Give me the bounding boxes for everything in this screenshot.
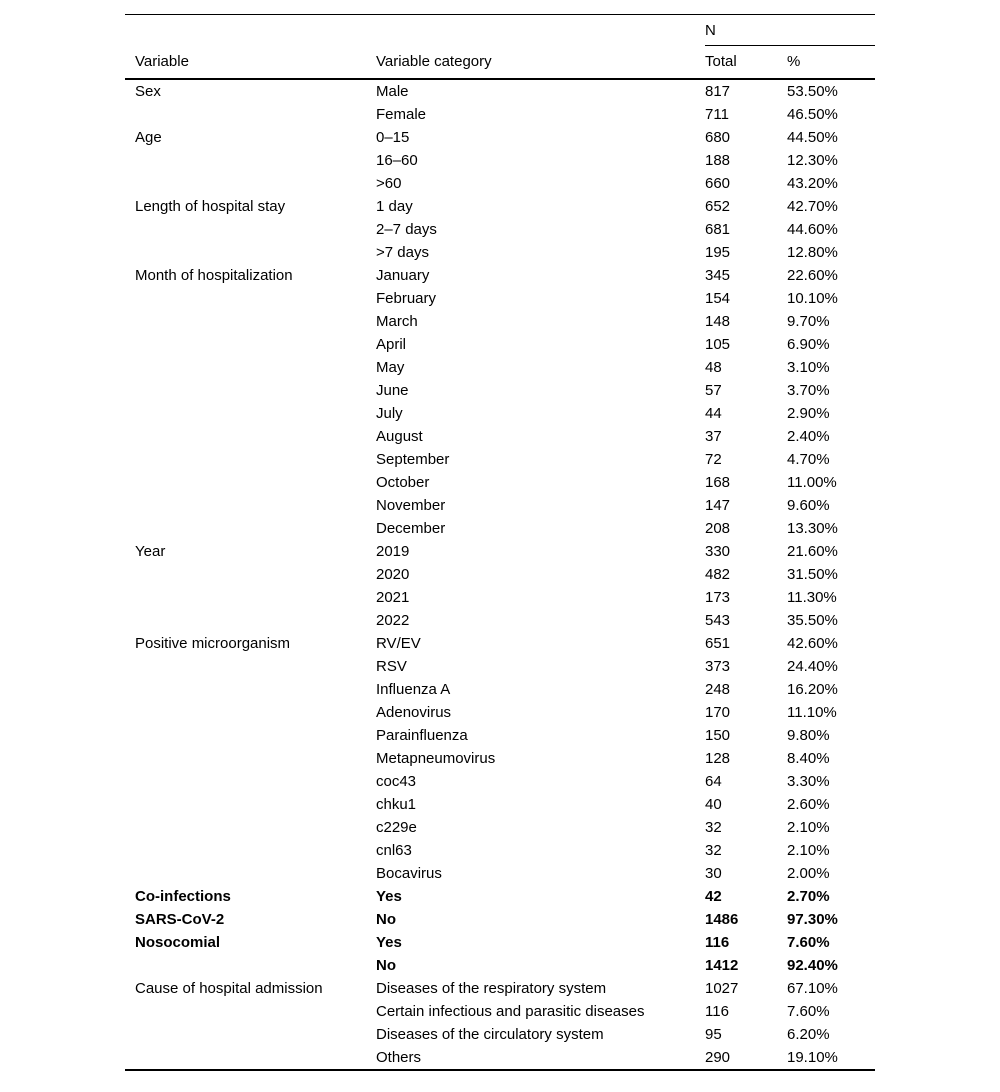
cell-pct: 35.50% — [787, 611, 838, 629]
table-row — [125, 195, 875, 218]
table-body — [125, 79, 875, 1070]
cell-category: December — [376, 519, 446, 537]
cell-variable — [125, 218, 376, 241]
cell-category: January — [376, 266, 430, 284]
cell-category: February — [376, 289, 437, 307]
cell-category: 2021 — [376, 588, 410, 606]
cell-variable — [125, 563, 376, 586]
cell-pct: 67.10% — [787, 979, 838, 997]
cell-variable — [125, 425, 376, 448]
cell-category: Certain infectious and parasitic diseases — [376, 1002, 645, 1020]
cell-variable: Cause of hospital admission — [135, 979, 323, 997]
cell-total: 105 — [705, 335, 731, 353]
table-row — [125, 425, 875, 448]
table-row — [125, 839, 875, 862]
cell-variable: Co-infections — [135, 887, 231, 905]
cell-total: 37 — [705, 427, 722, 445]
cell-pct: 46.50% — [787, 105, 838, 123]
cell-pct: 11.00% — [787, 473, 837, 491]
cell-category: May — [376, 358, 405, 376]
cell-category: Male — [376, 82, 409, 100]
cell-category: 16–60 — [376, 151, 418, 169]
cell-pct: 6.90% — [787, 335, 830, 353]
table-row — [125, 701, 875, 724]
cell-variable — [125, 517, 376, 540]
cell-total: 543 — [705, 611, 731, 629]
table-row — [125, 264, 875, 287]
cell-category: Yes — [376, 887, 402, 905]
cell-category: November — [376, 496, 446, 514]
cell-category: c229e — [376, 818, 417, 836]
cell-pct: 13.30% — [787, 519, 838, 537]
cell-category: September — [376, 450, 450, 468]
cell-variable — [125, 724, 376, 747]
cell-category: March — [376, 312, 418, 330]
cell-category: Yes — [376, 933, 402, 951]
cell-total: 116 — [705, 1002, 729, 1020]
table-row — [125, 816, 875, 839]
cell-pct: 42.70% — [787, 197, 838, 215]
header-spacer-variable — [125, 15, 376, 46]
cell-variable: Sex — [135, 82, 161, 100]
cell-category: coc43 — [376, 772, 417, 790]
cell-variable — [125, 1000, 376, 1023]
cell-variable — [125, 747, 376, 770]
cell-total: 48 — [705, 358, 722, 376]
cell-variable — [125, 678, 376, 701]
cell-variable: Age — [135, 128, 162, 146]
table-row — [125, 1023, 875, 1046]
cell-variable — [125, 586, 376, 609]
cell-category: No — [376, 956, 396, 974]
cell-category: June — [376, 381, 409, 399]
cell-category: Diseases of the circulatory system — [376, 1025, 604, 1043]
cell-total: 148 — [705, 312, 731, 330]
cell-category: October — [376, 473, 430, 491]
cell-pct: 3.10% — [787, 358, 830, 376]
cell-category: 1 day — [376, 197, 413, 215]
cell-variable — [125, 103, 376, 126]
cell-pct: 12.80% — [787, 243, 838, 261]
cell-variable: SARS-CoV-2 — [135, 910, 225, 928]
cell-category: 2020 — [376, 565, 410, 583]
cell-total: 817 — [705, 82, 731, 100]
cell-pct: 10.10% — [787, 289, 838, 307]
table-row — [125, 402, 875, 425]
cell-total: 188 — [705, 151, 731, 169]
cell-category: Influenza A — [376, 680, 451, 698]
cell-pct: 92.40% — [787, 956, 838, 974]
table-row — [125, 517, 875, 540]
cell-total: 57 — [705, 381, 722, 399]
table-row — [125, 218, 875, 241]
cell-total: 290 — [705, 1048, 731, 1066]
cell-total: 95 — [705, 1025, 722, 1043]
cell-total: 482 — [705, 565, 731, 583]
cell-total: 128 — [705, 749, 731, 767]
cell-total: 116 — [705, 933, 730, 951]
cell-pct: 53.50% — [787, 82, 838, 100]
cell-pct: 24.40% — [787, 657, 838, 675]
table-row — [125, 471, 875, 494]
table-row — [125, 678, 875, 701]
cell-category: 2–7 days — [376, 220, 437, 238]
column-header-total: Total — [705, 46, 787, 79]
cell-pct: 31.50% — [787, 565, 838, 583]
cell-pct: 19.10% — [787, 1048, 838, 1066]
cell-variable: Positive microorganism — [135, 634, 291, 652]
cell-total: 150 — [705, 726, 731, 744]
header-row-columns — [125, 46, 875, 79]
cell-total: 170 — [705, 703, 731, 721]
cell-category: chku1 — [376, 795, 417, 813]
cell-total: 42 — [705, 887, 722, 905]
cell-pct: 4.70% — [787, 450, 830, 468]
table-row — [125, 241, 875, 264]
cell-variable — [125, 149, 376, 172]
table-row — [125, 586, 875, 609]
cell-variable — [125, 954, 376, 977]
cell-pct: 42.60% — [787, 634, 838, 652]
cell-total: 1027 — [705, 979, 739, 997]
table-row — [125, 655, 875, 678]
cell-category: Parainfluenza — [376, 726, 468, 744]
cell-total: 72 — [705, 450, 722, 468]
table-row — [125, 310, 875, 333]
cell-pct: 7.60% — [787, 933, 830, 951]
cell-total: 681 — [705, 220, 731, 238]
cell-total: 32 — [705, 818, 722, 836]
table-row — [125, 79, 875, 103]
cell-category: Bocavirus — [376, 864, 442, 882]
table-row — [125, 172, 875, 195]
table-row — [125, 1046, 875, 1070]
table-row — [125, 448, 875, 471]
cell-category: RV/EV — [376, 634, 421, 652]
table-row — [125, 977, 875, 1000]
cell-total: 652 — [705, 197, 731, 215]
cell-variable — [125, 1046, 376, 1070]
cell-total: 154 — [705, 289, 731, 307]
table-row — [125, 885, 875, 908]
cell-total: 651 — [705, 634, 731, 652]
cell-variable — [125, 609, 376, 632]
table-row — [125, 793, 875, 816]
cell-pct: 2.10% — [787, 841, 830, 859]
cell-pct: 2.60% — [787, 795, 830, 813]
table-row — [125, 908, 875, 931]
cell-total: 40 — [705, 795, 722, 813]
cell-total: 1412 — [705, 956, 739, 974]
table-row — [125, 126, 875, 149]
cell-pct: 22.60% — [787, 266, 838, 284]
cell-pct: 21.60% — [787, 542, 838, 560]
cell-total: 64 — [705, 772, 722, 790]
header-row-n — [125, 15, 875, 46]
cell-category: cnl63 — [376, 841, 412, 859]
table-row — [125, 103, 875, 126]
cell-total: 330 — [705, 542, 731, 560]
cell-category: >7 days — [376, 243, 429, 261]
cell-variable — [125, 862, 376, 885]
cell-category: RSV — [376, 657, 407, 675]
cell-pct: 9.80% — [787, 726, 830, 744]
table-row — [125, 356, 875, 379]
cell-pct: 12.30% — [787, 151, 838, 169]
cell-pct: 11.10% — [787, 703, 837, 721]
cell-variable — [125, 655, 376, 678]
table-row — [125, 287, 875, 310]
cell-variable — [125, 793, 376, 816]
header-spacer-category — [376, 15, 705, 46]
table-row — [125, 1000, 875, 1023]
cell-pct: 8.40% — [787, 749, 830, 767]
cell-pct: 2.00% — [787, 864, 830, 882]
table-row — [125, 540, 875, 563]
table-row — [125, 862, 875, 885]
cell-category: Metapneumovirus — [376, 749, 496, 767]
cell-variable: Length of hospital stay — [135, 197, 286, 215]
cell-variable — [125, 471, 376, 494]
table-header — [125, 15, 875, 79]
cell-variable — [125, 839, 376, 862]
cell-variable — [125, 701, 376, 724]
cell-variable: Month of hospitalization — [135, 266, 293, 284]
table-row — [125, 724, 875, 747]
cell-total: 680 — [705, 128, 731, 146]
cell-total: 195 — [705, 243, 731, 261]
cell-pct: 7.60% — [787, 1002, 830, 1020]
cell-total: 30 — [705, 864, 722, 882]
cell-variable — [125, 816, 376, 839]
cell-variable — [125, 241, 376, 264]
cell-total: 660 — [705, 174, 731, 192]
cell-category: April — [376, 335, 407, 353]
cell-pct: 44.50% — [787, 128, 838, 146]
cell-total: 32 — [705, 841, 722, 859]
table-row — [125, 747, 875, 770]
cell-variable — [125, 770, 376, 793]
cell-pct: 3.70% — [787, 381, 830, 399]
cell-pct: 2.10% — [787, 818, 830, 836]
table-row — [125, 563, 875, 586]
cell-total: 711 — [705, 105, 729, 123]
cell-category: 2022 — [376, 611, 410, 629]
cell-variable — [125, 379, 376, 402]
cell-variable: Year — [135, 542, 166, 560]
cell-category: 2019 — [376, 542, 410, 560]
table-row — [125, 931, 875, 954]
table-row — [125, 333, 875, 356]
cell-pct: 43.20% — [787, 174, 838, 192]
table-row — [125, 379, 875, 402]
cell-total: 44 — [705, 404, 722, 422]
cell-total: 147 — [705, 496, 731, 514]
cell-pct: 3.30% — [787, 772, 830, 790]
cell-pct: 97.30% — [787, 910, 838, 928]
cell-total: 208 — [705, 519, 731, 537]
statistics-table — [125, 14, 875, 1071]
cell-variable — [125, 287, 376, 310]
cell-total: 168 — [705, 473, 731, 491]
table-row — [125, 632, 875, 655]
cell-variable: Nosocomial — [135, 933, 221, 951]
table-row — [125, 954, 875, 977]
cell-variable — [125, 310, 376, 333]
table-row — [125, 770, 875, 793]
cell-total: 248 — [705, 680, 731, 698]
cell-category: August — [376, 427, 423, 445]
cell-total: 373 — [705, 657, 731, 675]
cell-variable — [125, 333, 376, 356]
cell-pct: 16.20% — [787, 680, 838, 698]
table-row — [125, 149, 875, 172]
table-row — [125, 494, 875, 517]
cell-pct: 2.90% — [787, 404, 830, 422]
cell-category: July — [376, 404, 403, 422]
cell-category: Adenovirus — [376, 703, 452, 721]
cell-pct: 2.70% — [787, 887, 830, 905]
cell-category: Female — [376, 105, 427, 123]
cell-total: 345 — [705, 266, 731, 284]
cell-pct: 44.60% — [787, 220, 838, 238]
cell-pct: 2.40% — [787, 427, 830, 445]
cell-variable — [125, 356, 376, 379]
cell-category: Others — [376, 1048, 422, 1066]
cell-pct: 11.30% — [787, 588, 837, 606]
cell-variable — [125, 402, 376, 425]
column-header-pct: % — [787, 46, 875, 79]
cell-pct: 9.70% — [787, 312, 830, 330]
column-header-variable: Variable — [125, 46, 376, 79]
cell-variable — [125, 1023, 376, 1046]
cell-category: >60 — [376, 174, 402, 192]
cell-category: No — [376, 910, 396, 928]
cell-variable — [125, 448, 376, 471]
cell-pct: 6.20% — [787, 1025, 830, 1043]
cell-pct: 9.60% — [787, 496, 830, 514]
column-header-category: Variable category — [376, 46, 705, 79]
cell-variable — [125, 494, 376, 517]
cell-total: 1486 — [705, 910, 739, 928]
cell-variable — [125, 172, 376, 195]
table-row — [125, 609, 875, 632]
cell-category: 0–15 — [376, 128, 410, 146]
cell-total: 173 — [705, 588, 731, 606]
cell-category: Diseases of the respiratory system — [376, 979, 607, 997]
header-n-label: N — [705, 15, 875, 46]
